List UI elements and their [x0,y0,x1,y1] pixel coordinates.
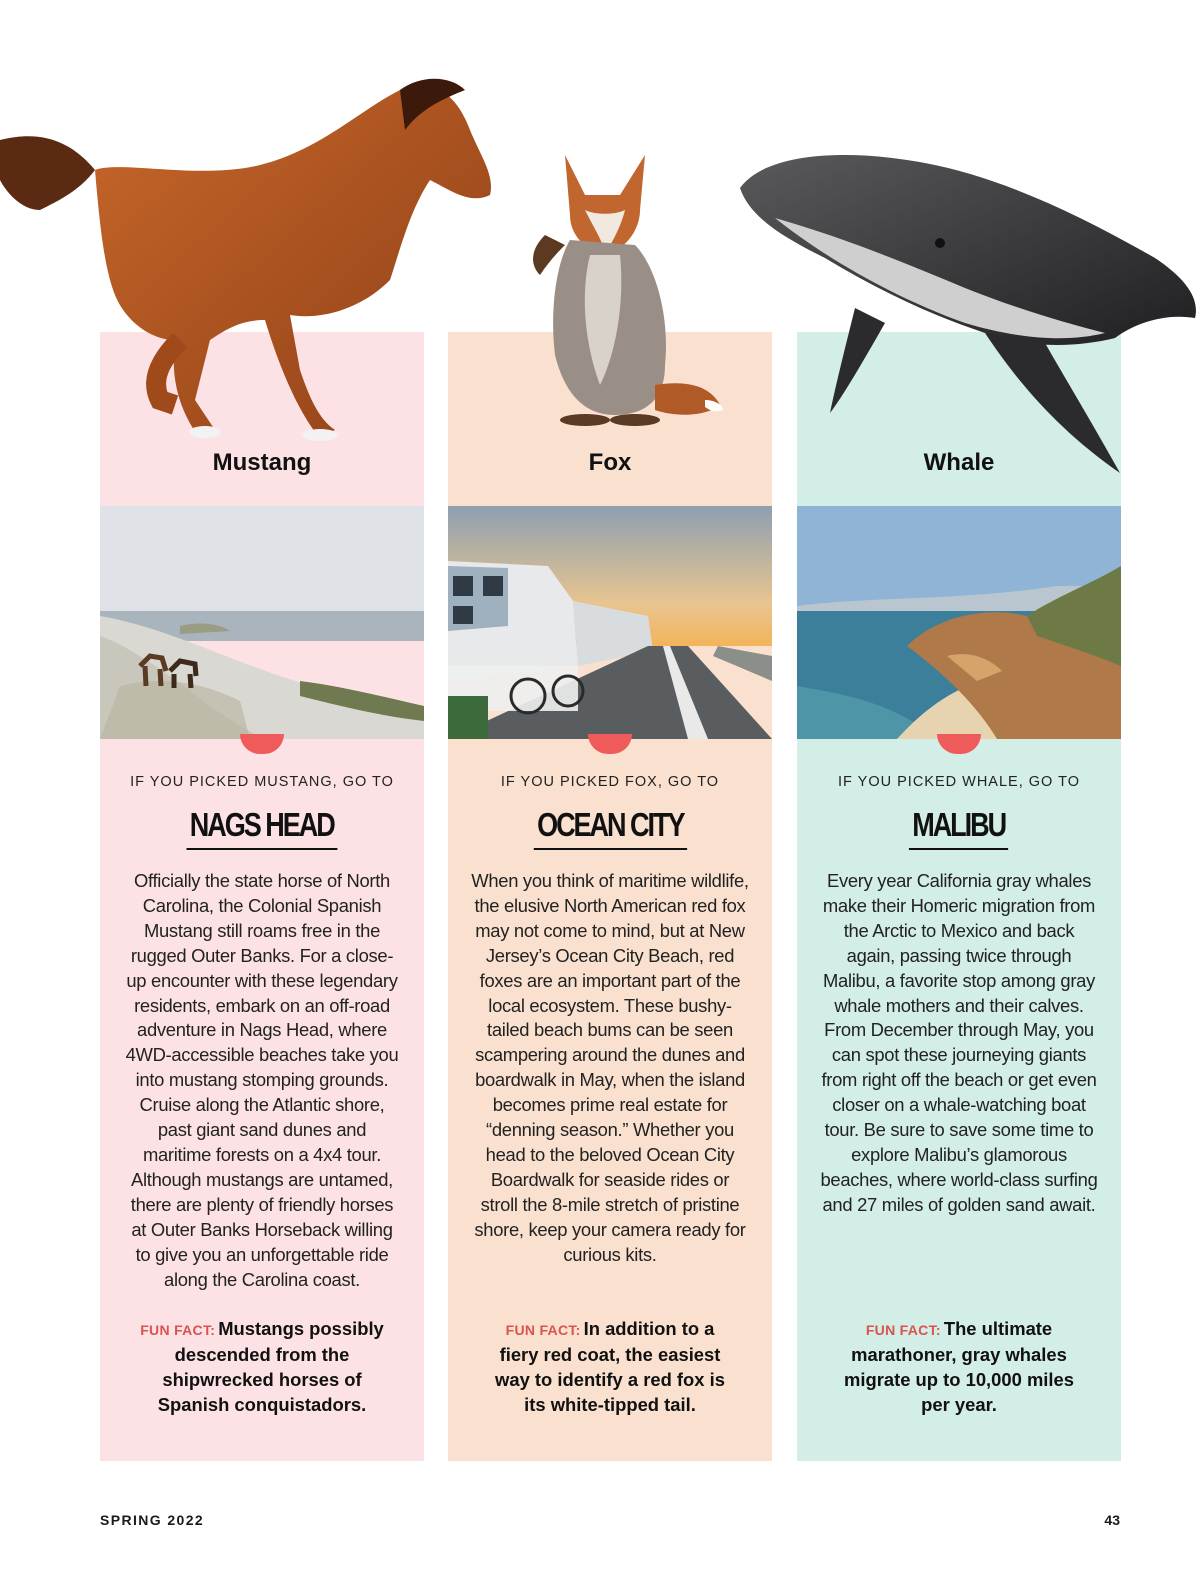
destination-malibu: MALIBU [909,806,1008,850]
ocean-city-boardwalk-photo [448,506,772,739]
fun-fact-text: Mustangs possibly descended from the shipwrecked horses of Spanish conquistadors. [157,1318,384,1415]
nags-head-beach-photo [100,506,424,739]
fun-fact-fox [448,1317,772,1418]
animal-name-mustang: Mustang [212,449,312,476]
destination-nags-head: NAGS HEAD [187,806,337,850]
horse-image [0,70,500,450]
fun-fact-label: FUN FACT: [140,1322,216,1338]
pick-line-mustang: IF YOU PICKED MUSTANG, GO TO [130,774,394,790]
page-number: 43 [1104,1512,1120,1528]
destination-heading-ocean-city [448,806,772,850]
body-text-mustang: Officially the state horse of North Carolina, the Colonial Spanish Mustang still roams free in the rugged Outer Banks. For a close-up encounter with these legendary residents, embark on an off-road adventure in Nags Head, where 4WD-accessible beaches take you into mustang stomping grounds. Cruise along the Atlantic shore, past giant sand dunes and maritime forests on a 4x4 tour. Although mustangs are untamed, there are plenty of friendly horses at Outer Banks Horseback willing to give you an unforgettable ride along the Carolina coast. [125,870,399,1290]
pick-line-whale: IF YOU PICKED WHALE, GO TO [838,774,1080,790]
fun-fact-mustang [100,1317,424,1418]
malibu-coast-photo [797,506,1121,739]
destination-heading-malibu [797,806,1121,850]
fun-fact-whale [797,1317,1121,1418]
body-text-whale: Every year California gray whales make their Homeric migration from the Arctic to Mexico and back again, passing twice through Malibu, a favorite stop among gray whale mothers and their calves. From December through May, you can spot these journeying giants from right off the beach or get even closer on a whale-watching boat tour. Be sure to save some time to explore Malibu’s glamorous beaches, where world-class surfing and 27 miles of golden sand await. [820,870,1098,1215]
fox-image [525,155,725,430]
fun-fact-text: In addition to a fiery red coat, the easiest way to identify a red fox is its white-tipped tail. [495,1318,725,1415]
body-text-fox: When you think of maritime wildlife, the elusive North American red fox may not come to mind, but at New Jersey’s Ocean City Beach, red foxes are an important part of the local ecosystem. These bushy-tailed beach bums can be seen scampering around the dunes and boardwalk in May, when the island becomes prime real estate for “denning season.” Whether you head to the beloved Ocean City Boardwalk for seaside rides or stroll the 8-mile stretch of pristine shore, keep your camera ready for curious kits. [471,870,749,1265]
whale-image [735,148,1200,480]
issue-label: SPRING 2022 [100,1512,205,1528]
destination-heading-nags-head [100,806,424,850]
pick-line-fox: IF YOU PICKED FOX, GO TO [500,774,720,790]
animal-name-whale: Whale [923,449,995,476]
animal-name-fox: Fox [588,449,632,476]
fun-fact-label: FUN FACT: [865,1322,941,1338]
destination-ocean-city: OCEAN CITY [534,806,687,850]
fun-fact-label: FUN FACT: [505,1322,581,1338]
fun-fact-text: The ultimate marathoner, gray whales migrate up to 10,000 miles per year. [844,1318,1074,1415]
